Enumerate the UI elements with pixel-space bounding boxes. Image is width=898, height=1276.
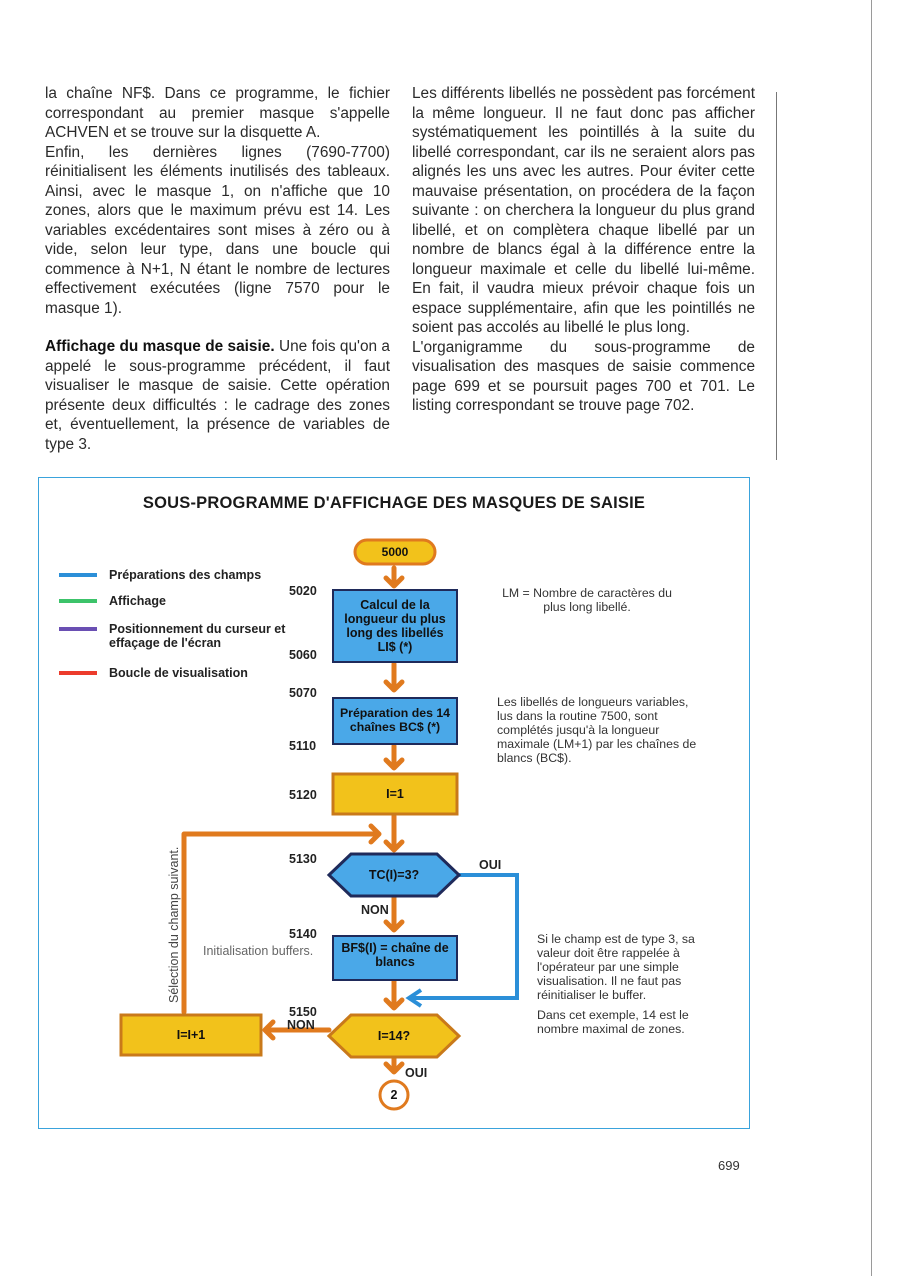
- init-buffers-note: Initialisation buffers.: [203, 944, 314, 958]
- right-column: [412, 84, 755, 416]
- column-rule: [776, 92, 777, 460]
- line-5150: 5150: [289, 1005, 317, 1019]
- line-5070: 5070: [289, 686, 317, 700]
- box-incr-label: I=I+1: [176, 1028, 206, 1042]
- right-para-2: L'organigramme du sous-programme de visualisation des masques de saisie commence page 699 et se poursuit pages 700 et 701. Le listing correspondant se trouve page 702.: [412, 338, 755, 414]
- loop-label: Sélection du champ suivant.: [167, 846, 181, 1003]
- box-init-label: I=1: [386, 787, 404, 801]
- line-5130: 5130: [289, 852, 317, 866]
- box-bf-label: BF$(I) = chaîne de blancs: [341, 941, 449, 969]
- legend-label: Positionnement du curseur et effaçage de l'écran: [109, 622, 286, 650]
- decision-2-yes: OUI: [405, 1066, 428, 1080]
- line-5120: 5120: [289, 788, 317, 802]
- left-para-3-text: Une fois qu'on a appelé le sous-programme précédent, il faut visualiser le masque de saisie. Cette opération présente deux difficultés : le cadrage des zones et, éventuellement, la présence de variables de type 3.: [45, 338, 390, 453]
- note-libelles: Les libellés de longueurs variables, lus dans la routine 7500, sont complétés jusqu'à la longueur maximale (LM+1) par les chaînes de blancs (BC$).: [497, 695, 697, 765]
- line-5140: 5140: [289, 927, 317, 941]
- decision-2-label: I=14?: [377, 1029, 411, 1043]
- note-type3: Si le champ est de type 3, sa valeur doit être rappelée à l'opérateur par une simple visualisation. Il ne faut pas réinitialiser le buffer.: [537, 932, 695, 1002]
- box-calc-label: Calcul de la longueur du plus long des libellés LI$ (*): [344, 598, 446, 654]
- decision-1-yes: OUI: [479, 858, 502, 872]
- decision-1-label: TC(I)=3?: [368, 868, 420, 882]
- flowchart-figure: [38, 477, 750, 1129]
- note-zones: Dans cet exemple, 14 est le nombre maximal de zones.: [537, 1008, 689, 1036]
- page-edge: [871, 0, 872, 1276]
- line-5060: 5060: [289, 648, 317, 662]
- start-label: 5000: [381, 545, 409, 559]
- right-para-1: Les différents libellés ne possèdent pas forcément la même longueur. Il ne faut donc pas afficher systématiquement les pointillés à la suite du libellé correspondant, car ils ne seraient alors pas alignés les uns avec les autres. Pour éviter cette mauvaise présentation, on procédera de la façon suivante : on cherchera la longueur du plus grand libellé, et on complètera chaque libellé par un nombre de blancs égal à la différence entre la longueur maximale et celle du libellé lui-même. En fait, il vaudra mieux prévoir chaque fois un espace supplémentaire, afin que les pointillés ne soient pas accolés au libellé le plus long.: [412, 85, 755, 336]
- decision-2-no: NON: [287, 1018, 315, 1032]
- figure-title: SOUS-PROGRAMME D'AFFICHAGE DES MASQUES DE SAISIE: [142, 494, 646, 512]
- decision-1-no: NON: [361, 903, 389, 917]
- legend-label: Affichage: [109, 594, 166, 608]
- legend-label: Préparations des champs: [109, 568, 262, 582]
- note-lm: LM = Nombre de caractères du plus long libellé.: [502, 586, 672, 614]
- page-number: 699: [718, 1158, 740, 1173]
- legend-label: Boucle de visualisation: [109, 666, 248, 680]
- line-5110: 5110: [289, 739, 317, 753]
- connector-label: 2: [390, 1088, 398, 1102]
- box-prep-label: Préparation des 14 chaînes BC$ (*): [339, 706, 451, 734]
- left-column: [45, 84, 390, 454]
- left-para-1: la chaîne NF$. Dans ce programme, le fichier correspondant au premier masque s'appelle ACHVEN et se trouve sur la disquette A.: [45, 85, 390, 141]
- left-para-3: [45, 337, 390, 454]
- left-para-2: Enfin, les dernières lignes (7690-7700) réinitialisent les éléments inutilisés des tableaux. Ainsi, avec le masque 1, on n'affiche que 10 zones, alors que le maximum prévu est 14. Les variables excédentaires sont mises à zéro ou à vide, selon leur type, dans une boucle qui commence à N+1, N étant le nombre de lectures effectivement exécutées (ligne 7570 pour le masque 1).: [45, 143, 390, 317]
- line-5020: 5020: [289, 584, 317, 598]
- section-heading: Affichage du masque de saisie.: [45, 338, 275, 355]
